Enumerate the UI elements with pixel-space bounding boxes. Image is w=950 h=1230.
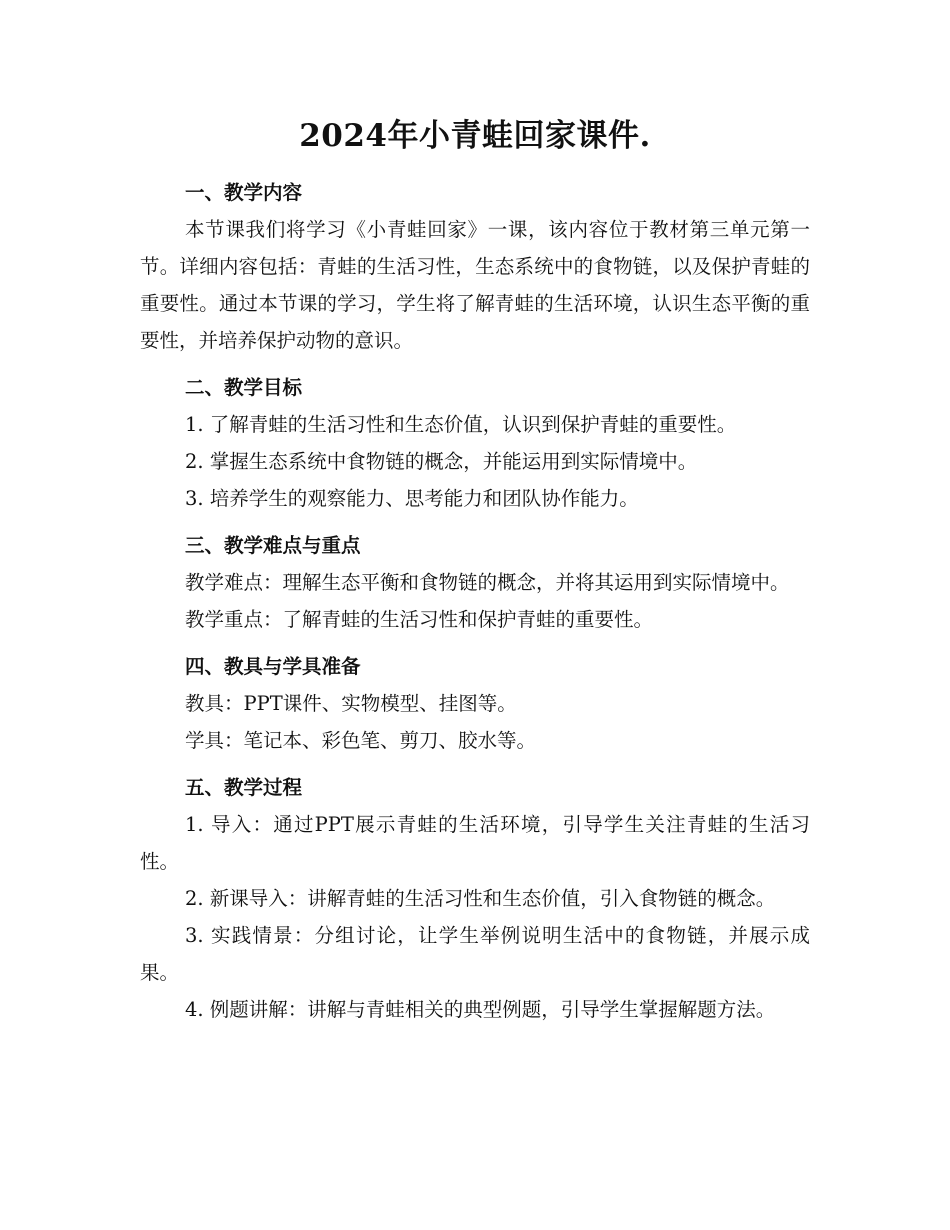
- section-teaching-content: [140, 174, 810, 359]
- section-heading: 四、教具与学具准备: [185, 655, 361, 678]
- section-paragraph: 教具：PPT课件、实物模型、挂图等。: [185, 692, 517, 715]
- section-heading: 五、教学过程: [185, 776, 303, 799]
- list-item: 2. 掌握生态系统中食物链的概念，并能运用到实际情境中。: [185, 450, 698, 473]
- section-paragraph: 学具：笔记本、彩色笔、剪刀、胶水等。: [185, 729, 537, 752]
- section-teaching-objectives: [140, 369, 810, 517]
- section-heading: 一、教学内容: [185, 181, 303, 204]
- section-difficulties-and-key-points: [140, 527, 810, 638]
- section-paragraph: 教学重点：了解青蛙的生活习性和保护青蛙的重要性。: [185, 608, 654, 631]
- section-heading: 三、教学难点与重点: [185, 534, 361, 557]
- section-teaching-aids: [140, 648, 810, 759]
- section-paragraph: 本节课我们将学习《小青蛙回家》一课，该内容位于教材第三单元第一节。详细内容包括：青蛙的生活习性，生态系统中的食物链，以及保护青蛙的重要性。通过本节课的学习，学生将了解青蛙的生活环境，认识生态平衡的重要性，并培养保护动物的意识。: [140, 218, 810, 352]
- list-item: 4. 例题讲解：讲解与青蛙相关的典型例题，引导学生掌握解题方法。: [185, 998, 776, 1021]
- list-item: 1. 了解青蛙的生活习性和生态价值，认识到保护青蛙的重要性。: [185, 413, 737, 436]
- document-body: [140, 108, 810, 1028]
- list-item: 2. 新课导入：讲解青蛙的生活习性和生态价值，引入食物链的概念。: [185, 887, 776, 910]
- document-title: 2024年小青蛙回家课件.: [299, 118, 651, 154]
- section-paragraph: 教学难点：理解生态平衡和食物链的概念，并将其运用到实际情境中。: [185, 571, 790, 594]
- list-item: 1. 导入：通过PPT展示青蛙的生活环境，引导学生关注青蛙的生活习性。: [140, 813, 810, 873]
- section-teaching-process: [140, 769, 810, 1028]
- list-item: 3. 培养学生的观察能力、思考能力和团队协作能力。: [185, 487, 639, 510]
- section-heading: 二、教学目标: [185, 376, 303, 399]
- list-item: 3. 实践情景：分组讨论，让学生举例说明生活中的食物链，并展示成果。: [140, 924, 810, 984]
